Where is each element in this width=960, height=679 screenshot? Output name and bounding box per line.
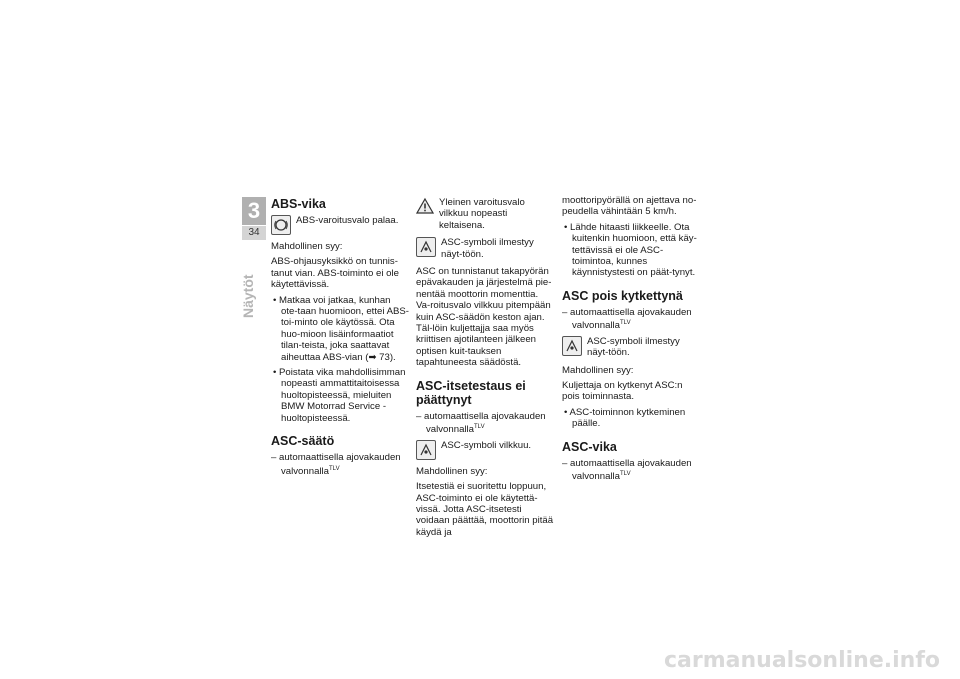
bullet-item: • Lähde hitaasti liikkeelle. Ota kuitenkin huomioon, että käy-tettävissä ei ole ASC-toimintoa, kunnes käynnistystesti on päät-tynyt. <box>564 221 697 279</box>
bullet-text: Lähde hitaasti liikkeelle. Ota kuitenkin huomioon, että käy-tettävissä ei ole ASC-toimintoa, kunnes käynnistystesti on päät-tynyt. <box>570 221 697 279</box>
general-warning-row <box>416 197 554 231</box>
cause-label: Mahdollinen syy: <box>416 465 488 477</box>
bullet-item: • Matkaa voi jatkaa, kunhan ote-taan huomioon, ettei ABS-toi-minto ole käytössä. Ota huo-mioon lisäinformaatiot tilan-teista, joka saattavat aiheuttaa ABS-vian (➡ 73). <box>273 294 409 363</box>
asc-symbol-text: ASC-symboli ilmestyy näyt-töön. <box>587 335 680 359</box>
asc-control-heading: ASC-säätö <box>271 434 335 449</box>
chapter-number: 3 <box>242 197 266 225</box>
dash-text: automaattisella ajovakauden valvonnalla <box>570 457 692 483</box>
dash-text: automaattisella ajovakauden valvonnalla <box>424 410 546 436</box>
abs-warning-text: ABS-varoitusvalo palaa. <box>296 215 399 226</box>
abs-warning-row <box>271 215 409 235</box>
abs-fault-heading: ABS-vika <box>271 197 326 211</box>
asc-body-text: ASC on tunnistanut takapyörän epävakauden ja järjestelmä pie-nentää moottorin momenttia. Va-roitusvalo vilkkuu pitempään kuin ASC-säädön keston ajan. Täl-löin kuljettajja saa myös kriittisen ajotilanteen jälkeen optisen kuit-tauksen tapahtuneesta säädöstä. <box>416 266 552 369</box>
bullet-text: ASC-toiminnon kytkeminen päälle. <box>569 406 686 430</box>
asc-blink-text: ASC-symboli vilkkuu. <box>441 439 532 451</box>
dash-text: automaattisella ajovakauden valvonnalla <box>570 306 692 332</box>
tlv-superscript: TLV <box>620 320 631 327</box>
cause-text: Kuljettaja on kytkenyt ASC:n pois toiminnasta. <box>562 380 683 403</box>
bullet-text: Poistata vika mahdollisimman nopeasti ammattitaitoisessa huoltopisteessä, mieluiten BMW Motorrad Service -huoltopisteessä. <box>279 367 406 424</box>
asc-blink-row <box>416 440 554 460</box>
page-number: 34 <box>242 226 266 240</box>
dash-text: automaattisella ajovakauden valvonnalla <box>279 452 401 477</box>
asc-selftest-heading: ASC-itsetestaus ei päättynyt <box>416 378 526 407</box>
dash-item: – automaattisella ajovakauden valvonnalla$^{TLV}$ <box>562 457 692 483</box>
column-2 <box>416 195 554 542</box>
bullet-text: Matkaa voi jatkaa, kunhan ote-taan huomioon, ettei ABS-toi-minto ole käytössä. Ota huo-mioon lisäinformaatiot tilan-teista, joka saattavat aiheuttaa ABS-vian (➡ 73). <box>279 294 409 363</box>
continued-text: moottoripyörällä on ajettava no-peudella vähintään 5 km/h. <box>562 195 697 218</box>
watermark: carmanualsonline.info <box>664 648 940 673</box>
asc-symbol-text: ASC-symboli ilmestyy näyt-töön. <box>441 237 534 260</box>
column-3 <box>562 195 700 487</box>
asc-symbol-icon <box>416 440 436 460</box>
general-warning-text: Yleinen varoitusvalo vilkkuu nopeasti keltaisena. <box>439 197 525 231</box>
column-1 <box>271 195 409 481</box>
cause-text: Itsetestiä ei suoritettu loppuun, ASC-toiminto ei ole käytettä-vissä. Jotta ASC-itsetesti voidaan päättää, moottorin pitää käydä ja <box>416 481 554 538</box>
cause-text: ABS-ohjausyksikkö on tunnis-tanut vian. ABS-toiminto ei ole käytettävissä. <box>271 256 399 291</box>
warning-triangle-icon <box>416 197 434 215</box>
cause-label: Mahdollinen syy: <box>271 241 343 252</box>
abs-warning-icon <box>271 215 291 235</box>
asc-fault-heading: ASC-vika <box>562 439 617 454</box>
bullet-item: • Poistata vika mahdollisimman nopeasti ammattitaitoisessa huoltopisteessä, mieluiten BMW Motorrad Service -huoltopisteessä. <box>273 367 406 424</box>
dash-item: – automaattisella ajovakauden valvonnalla$^{TLV}$ <box>416 410 546 436</box>
tlv-superscript: TLV <box>620 471 631 478</box>
chapter-title: Näytöt <box>240 274 256 318</box>
dash-item: – automaattisella ajovakauden valvonnalla$^{TLV}$ <box>271 452 401 477</box>
asc-off-heading: ASC pois kytkettynä <box>562 288 683 303</box>
tlv-superscript: TLV <box>474 424 485 431</box>
asc-symbol-row <box>416 237 554 260</box>
dash-item: – automaattisella ajovakauden valvonnalla$^{TLV}$ <box>562 306 692 332</box>
asc-symbol-icon <box>416 237 436 257</box>
asc-symbol-row <box>562 336 700 359</box>
tlv-superscript: TLV <box>329 465 340 472</box>
bullet-item: • ASC-toiminnon kytkeminen päälle. <box>564 406 686 430</box>
asc-symbol-icon <box>562 336 582 356</box>
cause-label: Mahdollinen syy: <box>562 364 634 376</box>
